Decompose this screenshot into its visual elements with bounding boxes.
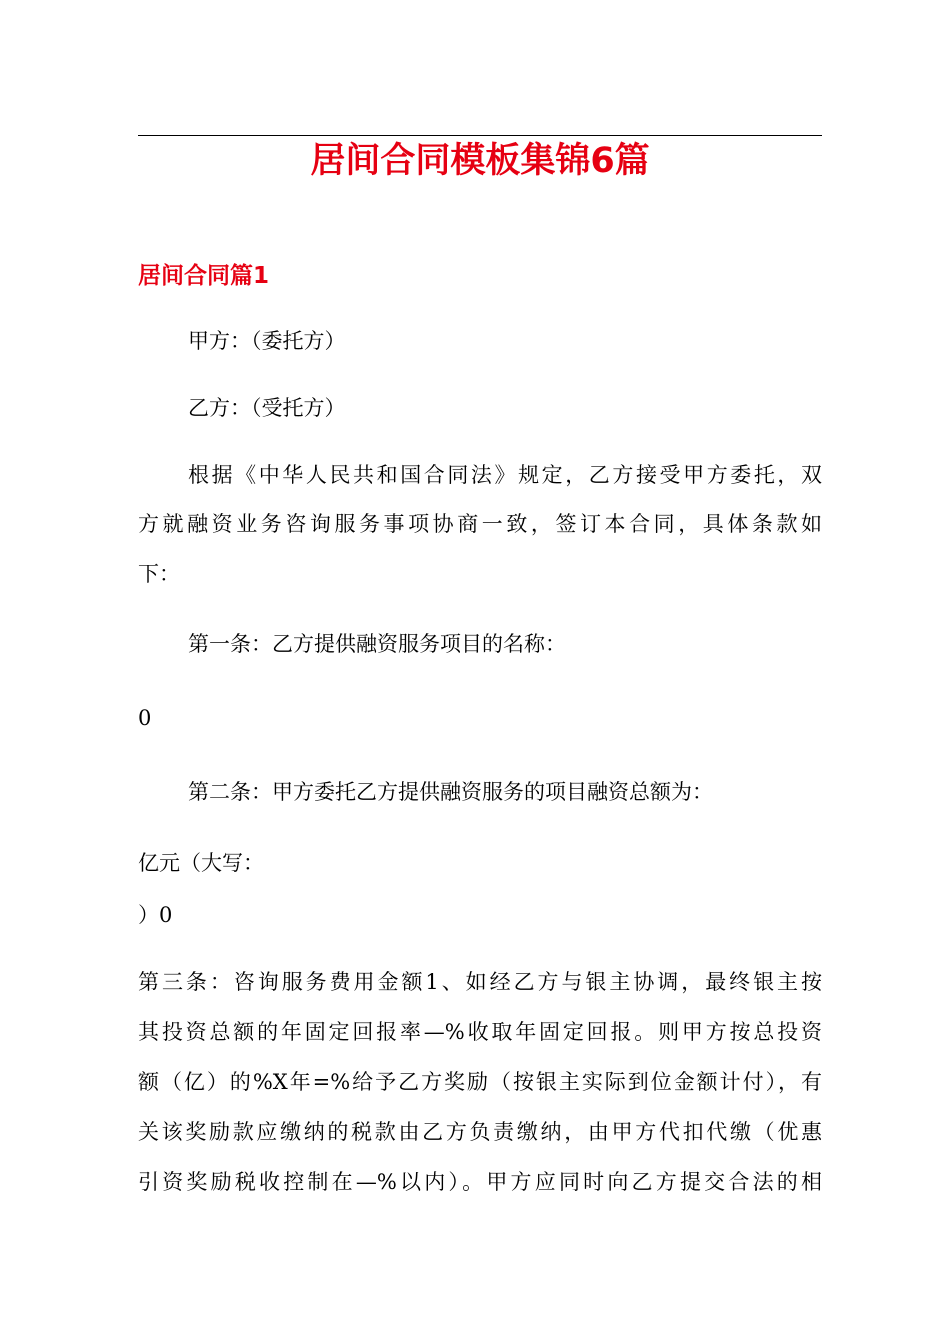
article-1-value: 0 [138,706,152,730]
article-2-line: 第二条：甲方委托乙方提供融资服务的项目融资总额为： [188,780,713,804]
section-heading: 居间合同篇1 [138,263,270,289]
article-3-line-2: 其投资总额的年固定回报率—%收取年固定回报。则甲方按总投资 [138,1020,822,1044]
article-3-line-4: 关该奖励款应缴纳的税款由乙方负责缴纳，由甲方代扣代缴（优惠 [138,1120,822,1144]
header-rule [138,135,822,136]
article-1-line: 第一条：乙方提供融资服务项目的名称： [188,632,566,656]
article-3-line-3: 额（亿）的%X年=%给予乙方奖励（按银主实际到位金额计付），有 [138,1070,822,1094]
article-2-close: ）0 [138,903,173,927]
party-a-line: 甲方：（委托方） [188,329,346,353]
intro-line-1: 根据《中华人民共和国合同法》规定，乙方接受甲方委托，双 [188,463,822,487]
document-title: 居间合同模板集锦6篇 [310,141,650,181]
article-3-line-5: 引资奖励税收控制在—%以内）。甲方应同时向乙方提交合法的相 [138,1170,822,1194]
article-2-amount: 亿元（大写： [138,851,264,875]
article-3-line-1: 第三条：咨询服务费用金额1、如经乙方与银主协调，最终银主按 [138,970,822,994]
party-b-line: 乙方：（受托方） [188,396,346,420]
intro-line-2: 方就融资业务咨询服务事项协商一致，签订本合同，具体条款如 [138,512,822,536]
intro-line-3: 下： [138,562,180,586]
